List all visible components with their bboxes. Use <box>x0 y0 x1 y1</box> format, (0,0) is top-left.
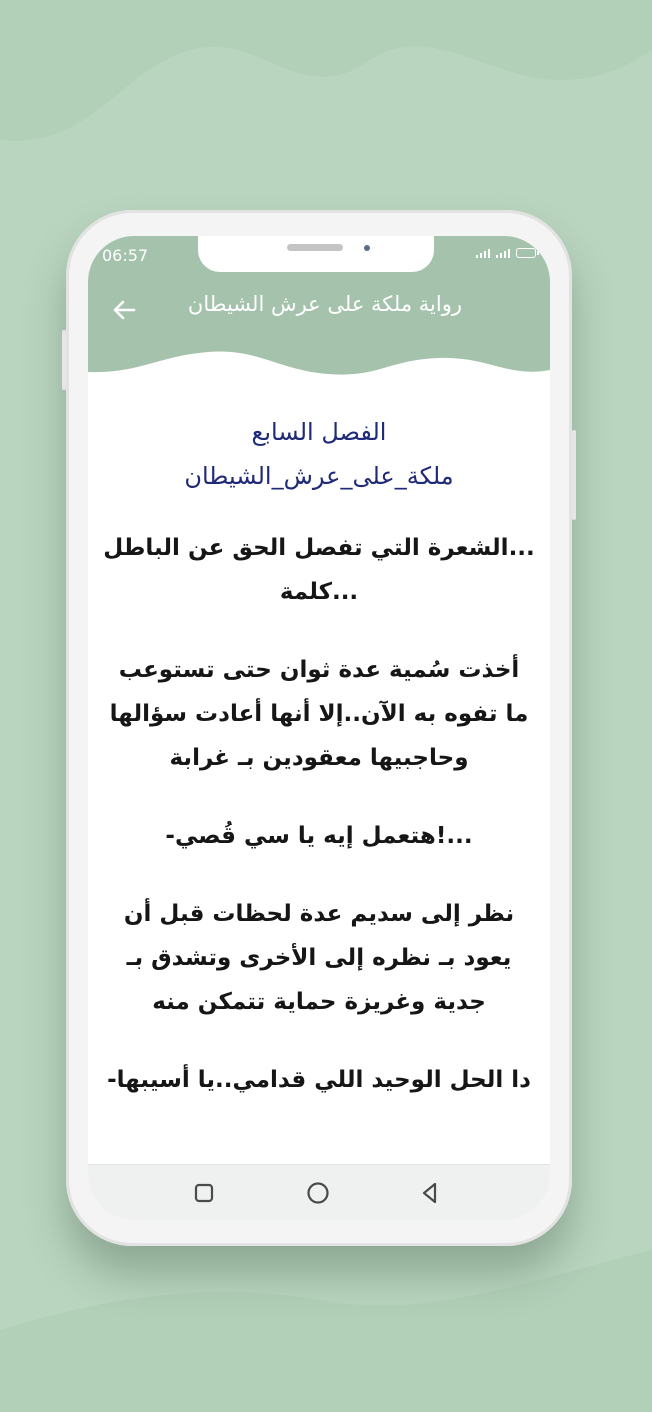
paragraph-line: ما تفوه به الآن..إلا أنها أعادت سؤالها <box>109 701 529 727</box>
arrow-left-icon[interactable] <box>108 294 140 326</box>
paragraph-line: نظر إلى سديم عدة لحظات قبل أن <box>123 901 515 927</box>
paragraph-line: ...كلمة <box>279 579 359 605</box>
paragraph-line: جدية وغريزة حماية تتمكن منه <box>152 989 486 1015</box>
app-title: رواية ملكة على عرش الشيطان <box>187 292 462 316</box>
paragraph-line: أخذت سُمية عدة ثوان حتى تستوعب <box>118 657 520 683</box>
paragraph-line: دا الحل الوحيد اللي قدامي..يا أسيبها- <box>107 1067 531 1093</box>
chapter-title: الفصل السابع <box>251 418 387 446</box>
paragraph <box>88 1058 550 1102</box>
header-wave <box>88 344 550 406</box>
status-time: 06:57 <box>102 246 149 265</box>
paragraph <box>88 526 550 614</box>
screen <box>88 236 550 1220</box>
paragraph-line: ...الشعرة التي تفصل الحق عن الباطل <box>103 535 535 561</box>
phone-frame <box>66 210 572 1246</box>
paragraph-line: ...!هتعمل إيه يا سي قُصي- <box>165 823 473 849</box>
square-icon[interactable] <box>188 1177 220 1209</box>
triangle-back-icon[interactable] <box>414 1177 446 1209</box>
paragraph <box>88 892 550 1024</box>
paragraph <box>88 814 550 858</box>
chapter-content <box>88 404 550 1164</box>
status-bar <box>88 236 550 276</box>
speaker-grille <box>287 244 343 251</box>
signal-icon <box>496 249 510 258</box>
signal-icon <box>476 249 490 258</box>
paragraph-line: يعود بـ نظره إلى الأخرى وتشدق بـ <box>126 945 512 971</box>
battery-icon <box>516 248 536 258</box>
front-camera <box>364 245 370 251</box>
power-button <box>572 430 576 520</box>
status-icons <box>476 248 536 258</box>
volume-button <box>62 330 66 390</box>
novel-hashtag: ملكة_على_عرش_الشيطان <box>184 462 454 490</box>
camera-notch <box>198 236 434 272</box>
navigation-bar <box>88 1164 550 1220</box>
paragraph-line: وحاجبيها معقودين بـ غرابة <box>169 745 469 771</box>
circle-icon[interactable] <box>302 1177 334 1209</box>
app-bar <box>88 276 550 348</box>
paragraph <box>88 648 550 780</box>
